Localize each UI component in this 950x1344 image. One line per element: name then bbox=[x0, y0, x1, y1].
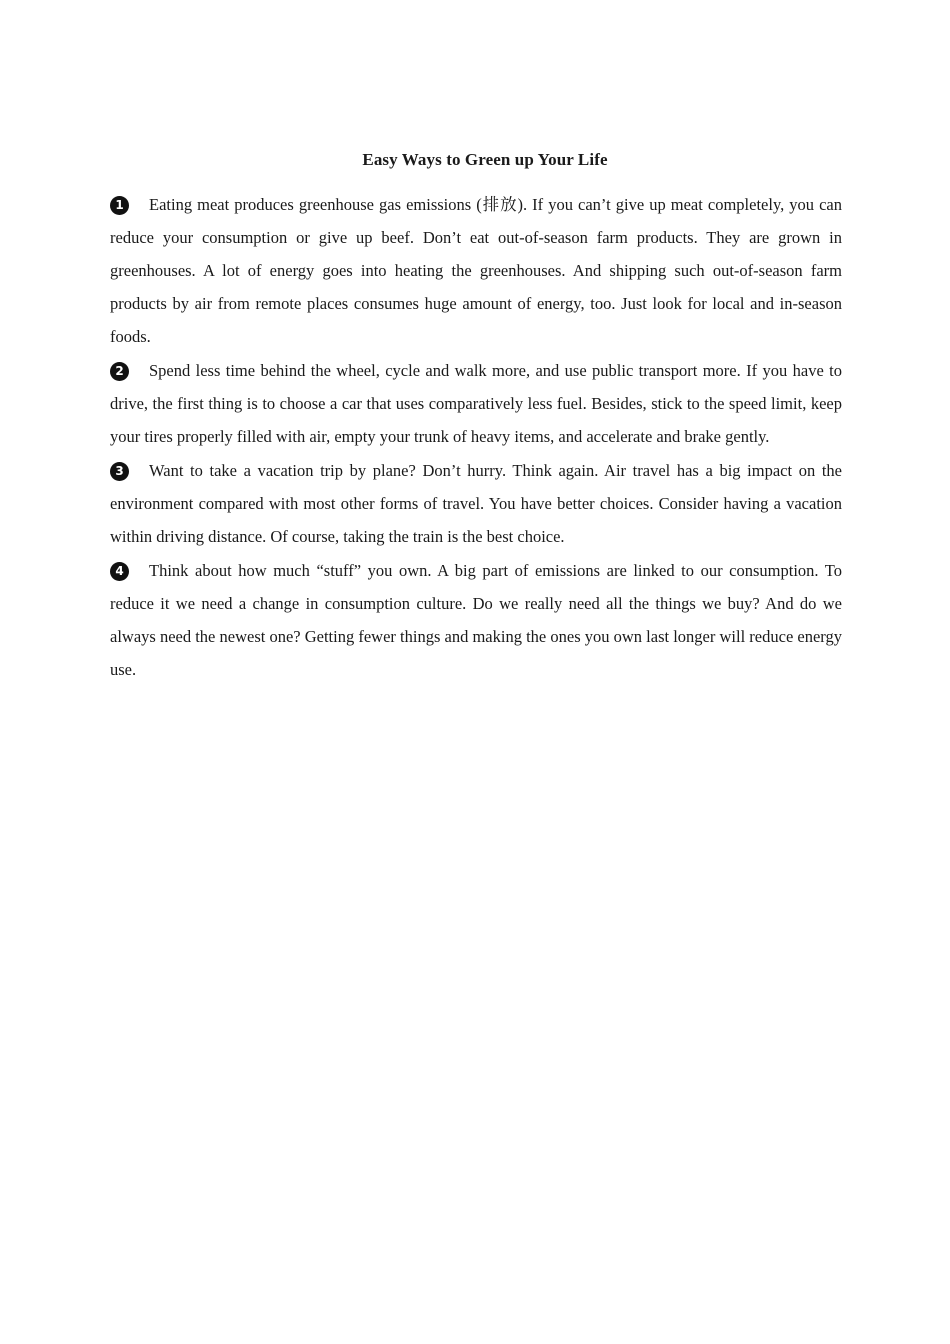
paragraph-text: Think about how much “stuff” you own. A big part of emissions are linked to our consumption. To reduce it we need a change in consumption culture. Do we really need all the things we buy? And do we always need the newest one? Getting fewer things and making the ones you own last longer will reduce energy use. bbox=[110, 561, 842, 679]
paragraph-2 bbox=[110, 354, 842, 453]
paragraph-text: Want to take a vacation trip by plane? Don’t hurry. Think again. Air travel has a big impact on the environment compared with most other forms of travel. You have better choices. Consider having a vacation within driving distance. Of course, taking the train is the best choice. bbox=[110, 461, 842, 546]
paragraph-text: Spend less time behind the wheel, cycle and walk more, and use public transport more. If you have to drive, the first thing is to choose a car that uses comparatively less fuel. Besides, stick to the speed limit, keep your tires properly filled with air, empty your trunk of heavy items, and accelerate and brake gently. bbox=[110, 361, 842, 446]
paragraph-number-badge: 4 bbox=[110, 562, 129, 581]
paragraph-number-badge: 2 bbox=[110, 362, 129, 381]
article-body bbox=[110, 188, 842, 687]
paragraph-4 bbox=[110, 554, 842, 686]
paragraph-number-badge: 3 bbox=[110, 462, 129, 481]
paragraph-number-badge: 1 bbox=[110, 196, 129, 215]
paragraph-1 bbox=[110, 188, 842, 353]
paragraph-3 bbox=[110, 454, 842, 553]
page-title: Easy Ways to Green up Your Life bbox=[362, 150, 608, 169]
paragraph-text: Eating meat produces greenhouse gas emissions (排放). If you can’t give up meat completely, you can reduce your consumption or give up beef. Don’t eat out-of-season farm products. They are grown in greenhouses. A lot of energy goes into heating the greenhouses. And shipping such out-of-season farm products by air from remote places consumes huge amount of energy, too. Just look for local and in-season foods. bbox=[110, 195, 842, 346]
